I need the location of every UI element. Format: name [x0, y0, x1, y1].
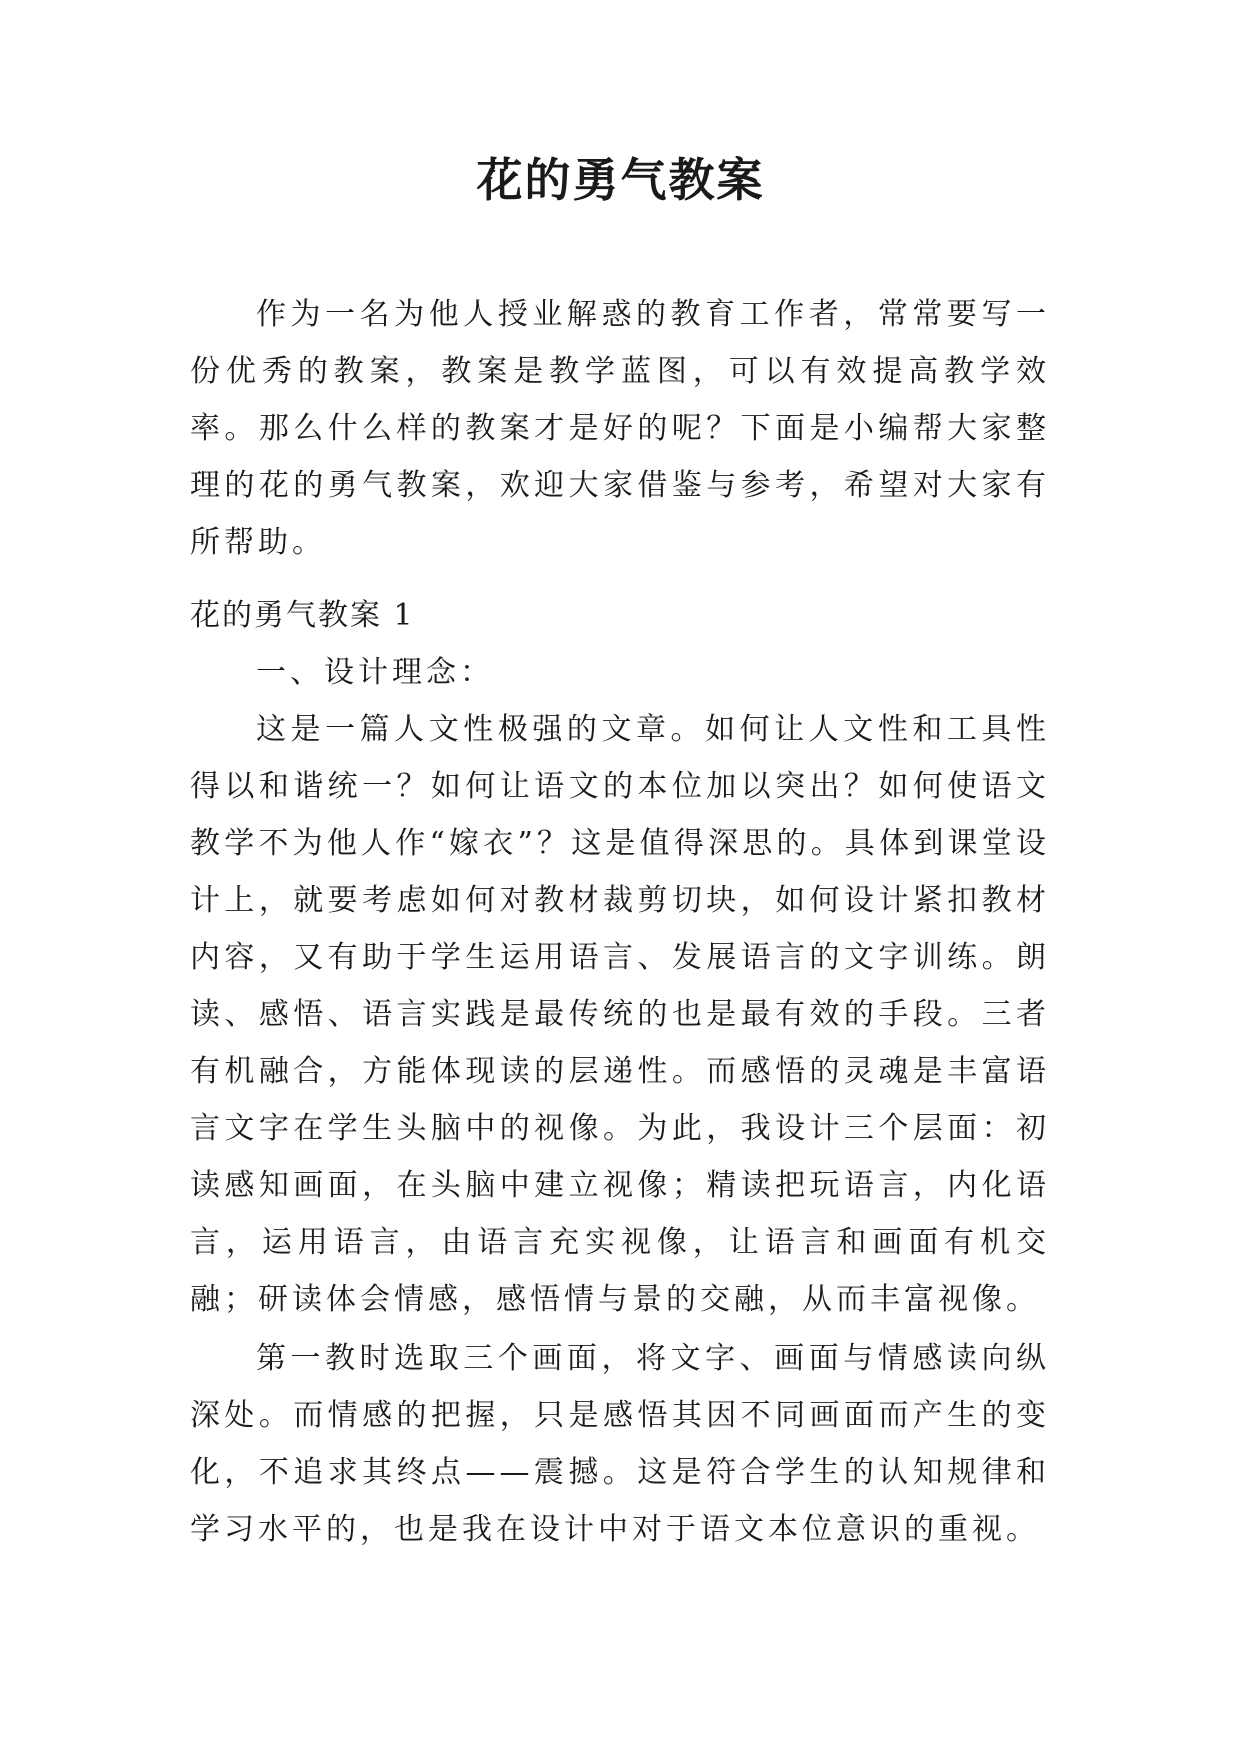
- subsection-heading: 一、设计理念：: [256, 655, 494, 690]
- body-paragraph: 这是一篇人文性极强的文章。如何让人文性和工具性得以和谐统一？如何让语文的本位加以突出？如何使语文教学不为他人作“嫁衣”？这是值得深思的。具体到课堂设计上，就要考虑如何对教材裁剪切块，如何设计紧扣教材内容，又有助于学生运用语言、发展语言的文字训练。朗读、感悟、语言实践是最传统的也是最有效的手段。三者有机融合，方能体现读的层递性。而感悟的灵魂是丰富语言文字在学生头脑中的视像。为此，我设计三个层面：初读感知画面，在头脑中建立视像；精读把玩语言，内化语言，运用语言，由语言充实视像，让语言和画面有机交融；研读体会情感，感悟情与景的交融，从而丰富视像。: [190, 712, 1050, 1317]
- section-heading: 花的勇气教案 1: [190, 598, 415, 633]
- document-title: 花的勇气教案: [476, 153, 765, 207]
- intro-paragraph: 作为一名为他人授业解惑的教育工作者，常常要写一份优秀的教案，教案是教学蓝图，可以有效提高教学效率。那么什么样的教案才是好的呢？下面是小编帮大家整理的花的勇气教案，欢迎大家借鉴与参考，希望对大家有所帮助。: [190, 297, 1050, 560]
- body-paragraph: 第一教时选取三个画面，将文字、画面与情感读向纵深处。而情感的把握，只是感悟其因不同画面而产生的变化，不追求其终点——震撼。这是符合学生的认知规律和学习水平的，也是我在设计中对于语文本位意识的重视。: [190, 1341, 1050, 1547]
